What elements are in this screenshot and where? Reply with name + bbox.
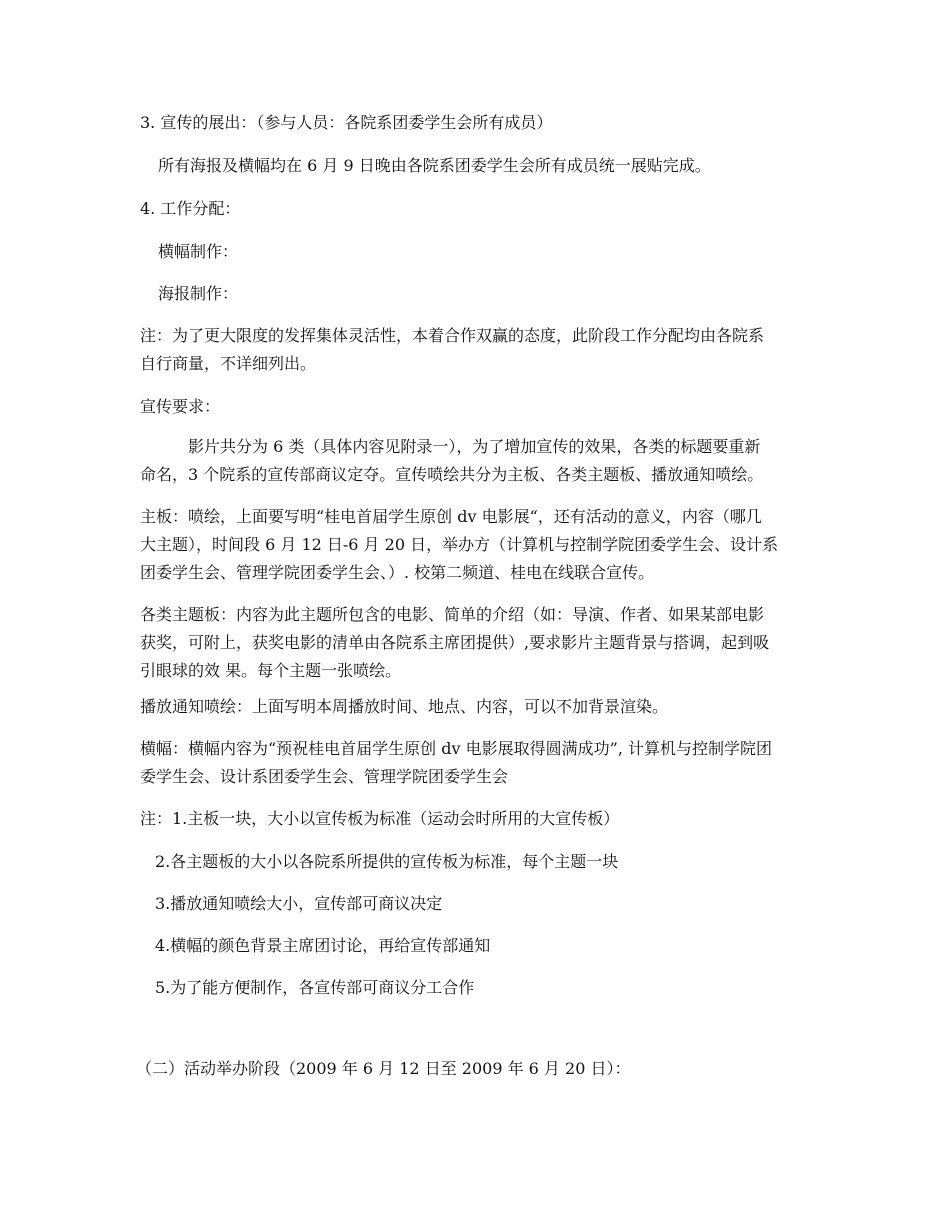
banner-line-2: 委学生会、设计系团委学生会、管理学院团委学生会 [140, 767, 509, 786]
note1-line-2: 自行商量，不详细列出。 [140, 354, 317, 373]
main-board-line-3: 团委学生会、管理学院团委学生会、）. 校第二频道、桂电在线联合宣传。 [140, 563, 655, 582]
theme-board-line-2: 获奖，可附上，获奖电影的清单由各院系主席团提供）,要求影片主题背景与搭调，起到吸 [140, 633, 770, 652]
publicity-requirements-heading: 宣传要求： [140, 397, 221, 416]
theme-board-paragraph [140, 601, 820, 685]
theme-board-line-1: 各类主题板：内容为此主题所包含的电影、简单的介绍（如：导演、作者、如果某部电影 [140, 605, 765, 624]
note2-item-5: 5.为了能方便制作，各宣传部可商议分工合作 [155, 978, 475, 997]
main-board-line-2: 大主题），时间段 6 月 12 日-6 月 20 日，举办方（计算机与控制学院团委学生会、设计系 [140, 535, 779, 554]
films-line-2: 命名，3 个院系的宣传部商议定夺。宣传喷绘共分为主板、各类主题板、播放通知喷绘。 [140, 465, 764, 484]
banner-paragraph [140, 735, 820, 791]
banner-line-1: 横幅：横幅内容为“预祝桂电首届学生原创 dv 电影展取得圆满成功”, 计算机与控制学院团 [140, 739, 772, 758]
stage2-heading: （二）活动举办阶段（2009 年 6 月 12 日至 2009 年 6 月 20 日）： [136, 1059, 631, 1078]
poster-making-label: 海报制作： [158, 284, 239, 303]
item3-body: 所有海报及横幅均在 6 月 9 日晚由各院系团委学生会所有成员统一展贴完成。 [158, 156, 711, 175]
note2-item-4: 4.横幅的颜色背景主席团讨论，再给宣传部通知 [155, 936, 491, 955]
main-board-line-1: 主板：喷绘，上面要写明“桂电首届学生原创 dv 电影展“，还有活动的意义，内容（哪几 [140, 507, 762, 526]
theme-board-line-3: 引眼球的效 果。每个主题一张喷绘。 [140, 661, 402, 680]
item3-heading: 3. 宣传的展出：（参与人员：各院系团委学生会所有成员） [140, 113, 553, 132]
note-paragraph-1 [140, 322, 820, 378]
films-paragraph [140, 433, 820, 489]
note2-item-3: 3.播放通知喷绘大小，宣传部可商议决定 [155, 894, 443, 913]
note2-item-2: 2.各主题板的大小以各院系所提供的宣传板为标准，每个主题一块 [155, 852, 619, 871]
main-board-paragraph [140, 503, 820, 587]
banner-making-label: 横幅制作： [158, 242, 239, 261]
item4-heading: 4. 工作分配： [140, 199, 241, 218]
note2-item-1: 注：1.主板一块，大小以宣传板为标准（运动会时所用的大宣传板） [140, 809, 620, 828]
films-line-1: 影片共分为 6 类（具体内容见附录一），为了增加宣传的效果，各类的标题要重新 [188, 437, 761, 456]
note1-line-1: 注：为了更大限度的发挥集体灵活性，本着合作双赢的态度，此阶段工作分配均由各院系 [140, 326, 765, 345]
notice-board-paragraph: 播放通知喷绘：上面写明本周播放时间、地点、内容，可以不加背景渲染。 [140, 697, 669, 716]
